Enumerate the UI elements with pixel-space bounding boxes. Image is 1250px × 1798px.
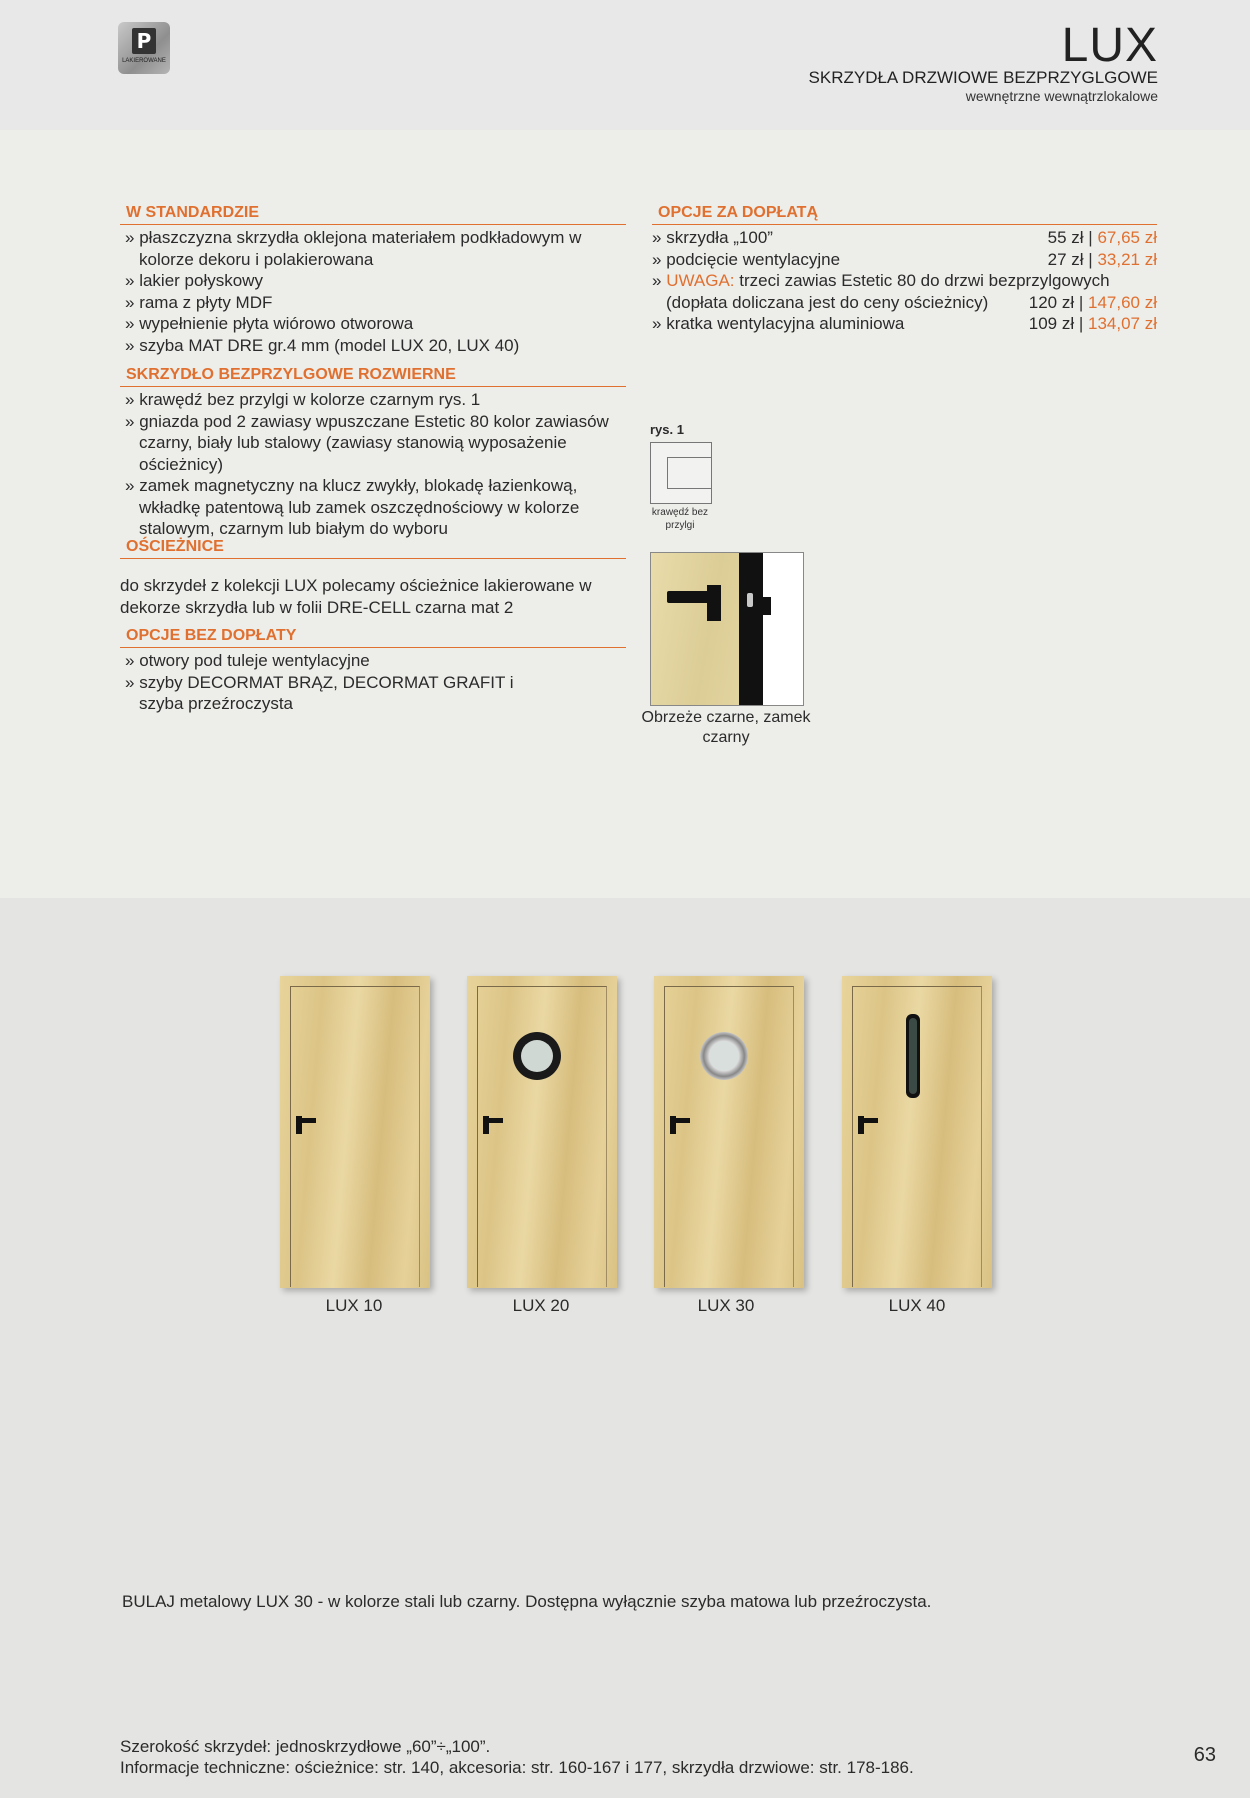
figure-label: rys. 1 [650, 422, 684, 437]
oscieznice-heading: OŚCIEŻNICE [120, 536, 626, 559]
glass [909, 1018, 917, 1094]
option-label: kratka wentylacyjna aluminiowa [666, 314, 905, 333]
door-panel [664, 986, 794, 1287]
price-gross: 67,65 zł [1097, 228, 1157, 247]
list-item: » otwory pod tuleje wentylacyjne [120, 650, 626, 672]
rozwierne-heading: SKRZYDŁO BEZPRZYLGOWE ROZWIERNE [120, 364, 626, 387]
price-separator: | [1088, 249, 1093, 269]
doors-panel [0, 898, 1250, 1798]
door-lux-40 [842, 976, 992, 1288]
handle-lever [296, 1118, 316, 1123]
handle-lever [858, 1118, 878, 1123]
lock-slot [747, 593, 753, 607]
za-doplata-section [652, 202, 1157, 335]
white-wall [763, 553, 803, 705]
door-lux-10 [280, 976, 430, 1288]
latch [763, 597, 771, 615]
list-item: » szyba MAT DRE gr.4 mm (model LUX 20, LUX 40) [120, 335, 626, 357]
lock-icon [858, 1128, 864, 1134]
bez-doplaty-heading: OPCJE BEZ DOPŁATY [120, 625, 626, 648]
list-item: » rama z płyty MDF [120, 292, 626, 314]
lock-icon [670, 1128, 676, 1134]
price-row: » skrzydła „100” 55 zł | 67,65 zł [652, 228, 1157, 247]
door-lux-20 [467, 976, 617, 1288]
price-gross: 134,07 zł [1088, 314, 1157, 333]
list-item: » wypełnienie płyta wiórowo otworowa [120, 313, 626, 335]
oscieznice-section [120, 536, 626, 618]
handle-lever [670, 1118, 690, 1123]
handle-lever [667, 591, 719, 603]
rozwierne-section [120, 364, 626, 540]
list-item: » zamek magnetyczny na klucz zwykły, blokadę łazienkową, wkładkę patentową lub zamek oszczędnościowy w kolorze stalowym, czarnym lub białym do wyboru [120, 475, 626, 540]
door-label: LUX 40 [888, 1296, 946, 1315]
standard-section [120, 202, 626, 356]
footer [120, 1736, 914, 1778]
matte-glass [521, 1040, 553, 1072]
slit-window [906, 1014, 920, 1098]
option-label: podcięcie wentylacyjne [666, 249, 841, 269]
list-item: » gniazda pod 2 zawiasy wpuszczane Estetic 80 kolor zawiasów czarny, biały lub stalowy (zawiasy stanowią wyposażenie ościeżnicy) [120, 411, 626, 476]
door-label: LUX 20 [512, 1296, 570, 1315]
black-edge [739, 553, 763, 705]
door-lux-30 [654, 976, 804, 1288]
list-item: » szyby DECORMAT BRĄZ, DECORMAT GRAFIT i szyba przeźroczysta [120, 672, 539, 715]
list-item: » krawędź bez przylgi w kolorze czarnym rys. 1 [120, 389, 626, 411]
logo-letter: P [132, 28, 156, 54]
price-row: » podcięcie wentylacyjne 27 zł | 33,21 zł [652, 249, 1157, 269]
page-subtitle: SKRZYDŁA DRZWIOWE BEZPRZYGLGOWE [808, 68, 1158, 87]
logo-text: LAKIEROWANE [122, 58, 166, 64]
za-doplata-heading: OPCJE ZA DOPŁATĄ [652, 202, 1157, 225]
footer-width: Szerokość skrzydeł: jednoskrzydłowe „60”÷„100”. [120, 1737, 491, 1756]
price-net: 27 zł [1047, 249, 1084, 269]
price-separator: | [1078, 292, 1084, 312]
door-panel [290, 986, 420, 1287]
photo-caption: Obrzeże czarne, zamek czarny [641, 709, 811, 746]
lock-icon [296, 1128, 302, 1134]
figure-caption: krawędź bez przylgi [651, 507, 709, 531]
page-subtitle-2: wewnętrzne wewnątrzlokalowe [965, 88, 1158, 104]
price-separator: | [1088, 228, 1093, 247]
price-row: » kratka wentylacyjna aluminiowa 109 zł | 134,07 zł [652, 314, 1157, 333]
option-label: skrzydła „100” [666, 228, 773, 247]
edge-diagram-inner [667, 457, 712, 489]
lakierowane-logo [118, 22, 170, 74]
price-net: 120 zł [1028, 292, 1075, 312]
price-row [652, 292, 1157, 314]
porthole-note: BULAJ metalowy LUX 30 - w kolorze stali lub czarny. Dostępna wyłącznie szyba matowa lub przeźroczysta. [122, 1592, 932, 1611]
porthole-window [513, 1032, 561, 1080]
matte-glass [709, 1041, 739, 1071]
warning-label: UWAGA: [666, 271, 735, 290]
page-number: 63 [1193, 1744, 1216, 1766]
standard-heading: W STANDARDZIE [120, 202, 626, 225]
list-item: » lakier połyskowy [120, 270, 626, 292]
price-net: 109 zł [1028, 314, 1075, 333]
price-row: » UWAGA: trzeci zawias Estetic 80 do drzwi bezprzylgowych [652, 271, 1110, 290]
option-label: trzeci zawias Estetic 80 do drzwi bezprzylgowych [739, 271, 1110, 290]
list-item: » płaszczyzna skrzydła oklejona materiałem podkładowym w kolorze dekoru i polakierowana [120, 227, 626, 270]
footer-technical: Informacje techniczne: ościeżnice: str. 140, akcesoria: str. 160-167 i 177, skrzydła drzwiowe: str. 178-186. [120, 1758, 914, 1777]
option-label-note: (dopłata doliczana jest do ceny ościeżnicy) [666, 292, 989, 312]
bez-doplaty-section [120, 625, 626, 715]
edge-diagram [650, 442, 712, 504]
price-separator: | [1078, 314, 1084, 333]
oscieznice-text: do skrzydeł z kolekcji LUX polecamy ościeżnice lakierowane w dekorze skrzydła lub w folii DRE-CELL czarna mat 2 [120, 576, 592, 617]
price-gross: 33,21 zł [1097, 249, 1157, 269]
page-header [0, 0, 1250, 130]
page-title: LUX [1061, 19, 1158, 72]
lock-icon [483, 1128, 489, 1134]
door-panel [477, 986, 607, 1287]
handle-lever [483, 1118, 503, 1123]
door-edge-photo [650, 552, 804, 706]
price-gross: 147,60 zł [1088, 292, 1157, 312]
door-label: LUX 30 [697, 1296, 755, 1315]
steel-porthole-window [700, 1032, 748, 1080]
price-net: 55 zł [1047, 228, 1084, 247]
door-label: LUX 10 [325, 1296, 383, 1315]
